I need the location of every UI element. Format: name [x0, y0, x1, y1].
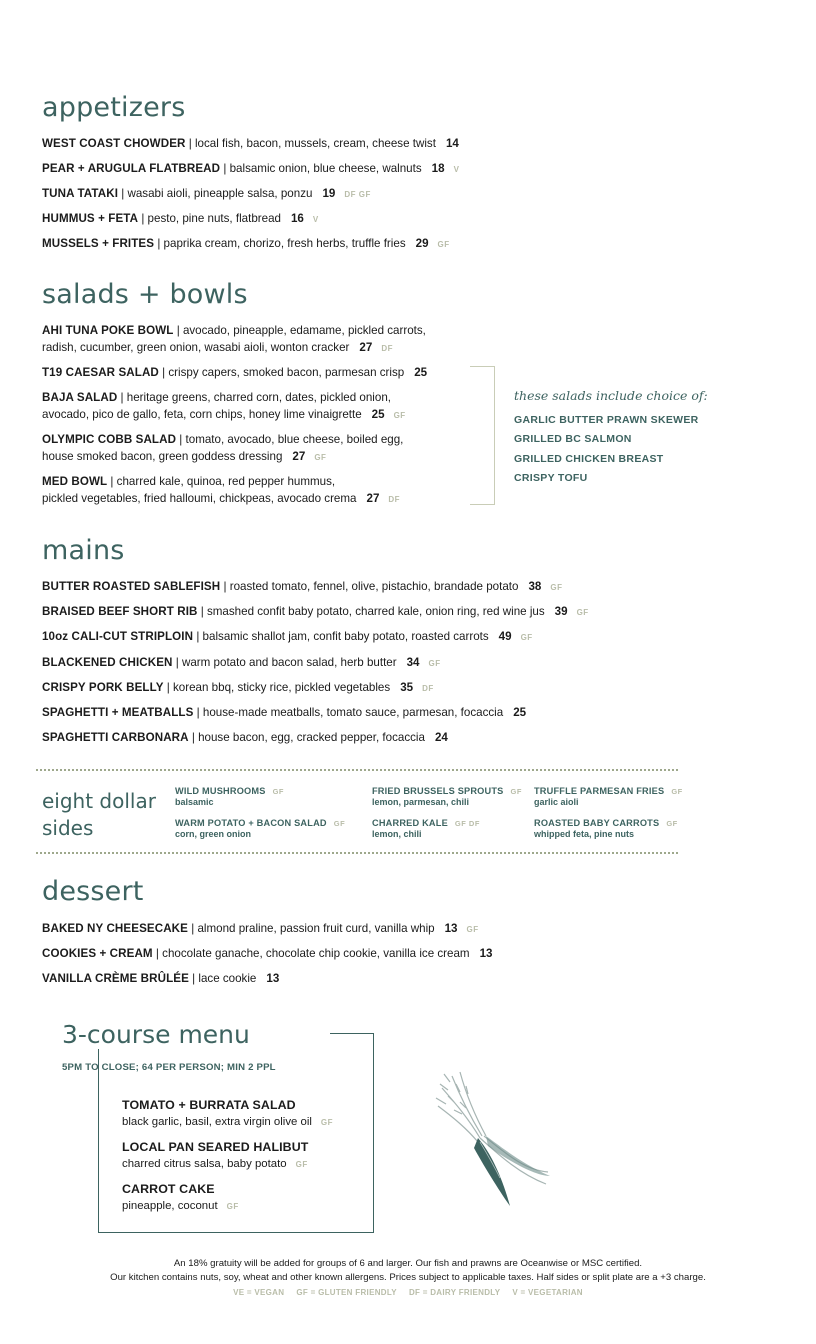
- menu-item: BLACKENED CHICKEN | warm potato and bacon salad, herb butter 34 GF: [42, 656, 441, 669]
- addon-item: GRILLED BC SALMON: [514, 433, 632, 445]
- menu-item: COOKIES + CREAM | chocolate ganache, chocolate chip cookie, vanilla ice cream 13: [42, 947, 493, 960]
- menu-item: BAJA SALAD | heritage greens, charred corn, dates, pickled onion, avocado, pico de gallo, feta, corn chips, honey lime vinaigrette 25 GF: [42, 391, 406, 421]
- side-item: WARM POTATO + BACON SALAD GF corn, green onion: [175, 818, 346, 839]
- addon-item: GARLIC BUTTER PRAWN SKEWER: [514, 414, 699, 426]
- side-item: FRIED BRUSSELS SPROUTS GF lemon, parmesan, chili: [372, 786, 522, 807]
- legend-item: DF = DAIRY FRIENDLY: [408, 1288, 501, 1297]
- dietary-legend: [0, 1288, 816, 1297]
- menu-item: VANILLA CRÈME BRÛLÉE | lace cookie 13: [42, 972, 280, 985]
- menu-item: BAKED NY CHEESECAKE | almond praline, passion fruit curd, vanilla whip 13 GF: [42, 922, 479, 935]
- menu-item: WEST COAST CHOWDER | local fish, bacon, mussels, cream, cheese twist 14: [42, 137, 459, 150]
- menu-item: SPAGHETTI CARBONARA | house bacon, egg, cracked pepper, focaccia 24: [42, 731, 448, 744]
- dessert-title: dessert: [42, 876, 144, 907]
- sides-divider-bottom: [36, 852, 678, 854]
- menu-item: CRISPY PORK BELLY | korean bbq, sticky rice, pickled vegetables 35 DF: [42, 681, 434, 694]
- menu-item: MUSSELS + FRITES | paprika cream, chorizo, fresh herbs, truffle fries 29 GF: [42, 237, 450, 250]
- menu-item: T19 CAESAR SALAD | crispy capers, smoked bacon, parmesan crisp 25: [42, 366, 428, 379]
- addon-heading: these salads include choice of:: [514, 388, 708, 403]
- course-item: CARROT CAKE pineapple, coconut GF: [122, 1182, 239, 1212]
- menu-item: BRAISED BEEF SHORT RIB | smashed confit baby potato, charred kale, onion ring, red wine jus 39 GF: [42, 605, 589, 618]
- addon-item: CRISPY TOFU: [514, 472, 588, 484]
- legend-item: GF = GLUTEN FRIENDLY: [296, 1288, 397, 1297]
- course-item: LOCAL PAN SEARED HALIBUT charred citrus salsa, baby potato GF: [122, 1140, 309, 1170]
- legend-item: VE = VEGAN: [233, 1288, 285, 1297]
- menu-item: SPAGHETTI + MEATBALLS | house-made meatballs, tomato sauce, parmesan, focaccia 25: [42, 706, 527, 719]
- menu-item: MED BOWL | charred kale, quinoa, red pepper hummus, pickled vegetables, fried halloumi, chickpeas, avocado crema 27 DF: [42, 475, 401, 505]
- course-item: TOMATO + BURRATA SALAD black garlic, basil, extra virgin olive oil GF: [122, 1098, 334, 1128]
- addon-item: GRILLED CHICKEN BREAST: [514, 453, 664, 465]
- course-subtitle: 5PM TO CLOSE; 64 PER PERSON; MIN 2 PPL: [62, 1062, 276, 1073]
- menu-item: OLYMPIC COBB SALAD | tomato, avocado, blue cheese, boiled egg, house smoked bacon, green goddess dressing 27 GF: [42, 433, 404, 463]
- side-item: WILD MUSHROOMS GF balsamic: [175, 786, 285, 807]
- menu-item: PEAR + ARUGULA FLATBREAD | balsamic onion, blue cheese, walnuts 18 V: [42, 162, 460, 175]
- appetizers-title: appetizers: [42, 92, 186, 123]
- mains-title: mains: [42, 535, 125, 566]
- menu-item: BUTTER ROASTED SABLEFISH | roasted tomato, fennel, olive, pistachio, brandade potato 38 GF: [42, 580, 563, 593]
- side-item: TRUFFLE PARMESAN FRIES GF garlic aioli: [534, 786, 683, 807]
- salad-addon-bracket: [470, 366, 495, 505]
- menu-item: HUMMUS + FETA | pesto, pine nuts, flatbread 16 V: [42, 212, 319, 225]
- menu-item: 10oz CALI-CUT STRIPLOIN | balsamic shallot jam, confit baby potato, roasted carrots 49 GF: [42, 630, 533, 643]
- footer-note: Our kitchen contains nuts, soy, wheat and other known allergens. Prices subject to applicable taxes. Half sides or split plate are a +3 charge.: [110, 1272, 706, 1283]
- salads-title: salads + bowls: [42, 279, 248, 310]
- legend-item: V = VEGETARIAN: [512, 1288, 583, 1297]
- side-item: CHARRED KALE GF DF lemon, chili: [372, 818, 480, 839]
- side-item: ROASTED BABY CARROTS GF whipped feta, pine nuts: [534, 818, 678, 839]
- sides-title: eight dollar sides: [42, 789, 156, 840]
- footer-note: An 18% gratuity will be added for groups of 6 and larger. Our fish and prawns are Oceanwise or MSC certified.: [173, 1258, 643, 1269]
- menu-item: AHI TUNA POKE BOWL | avocado, pineapple, edamame, pickled carrots, radish, cucumber, green onion, wasabi aioli, wonton cracker 27 DF: [42, 324, 426, 354]
- course-title: 3-course menu: [62, 1020, 258, 1049]
- carrot-illustration-icon: [430, 1066, 555, 1211]
- sides-divider-top: [36, 769, 678, 771]
- menu-item: TUNA TATAKI | wasabi aioli, pineapple salsa, ponzu 19 DF GF: [42, 187, 371, 200]
